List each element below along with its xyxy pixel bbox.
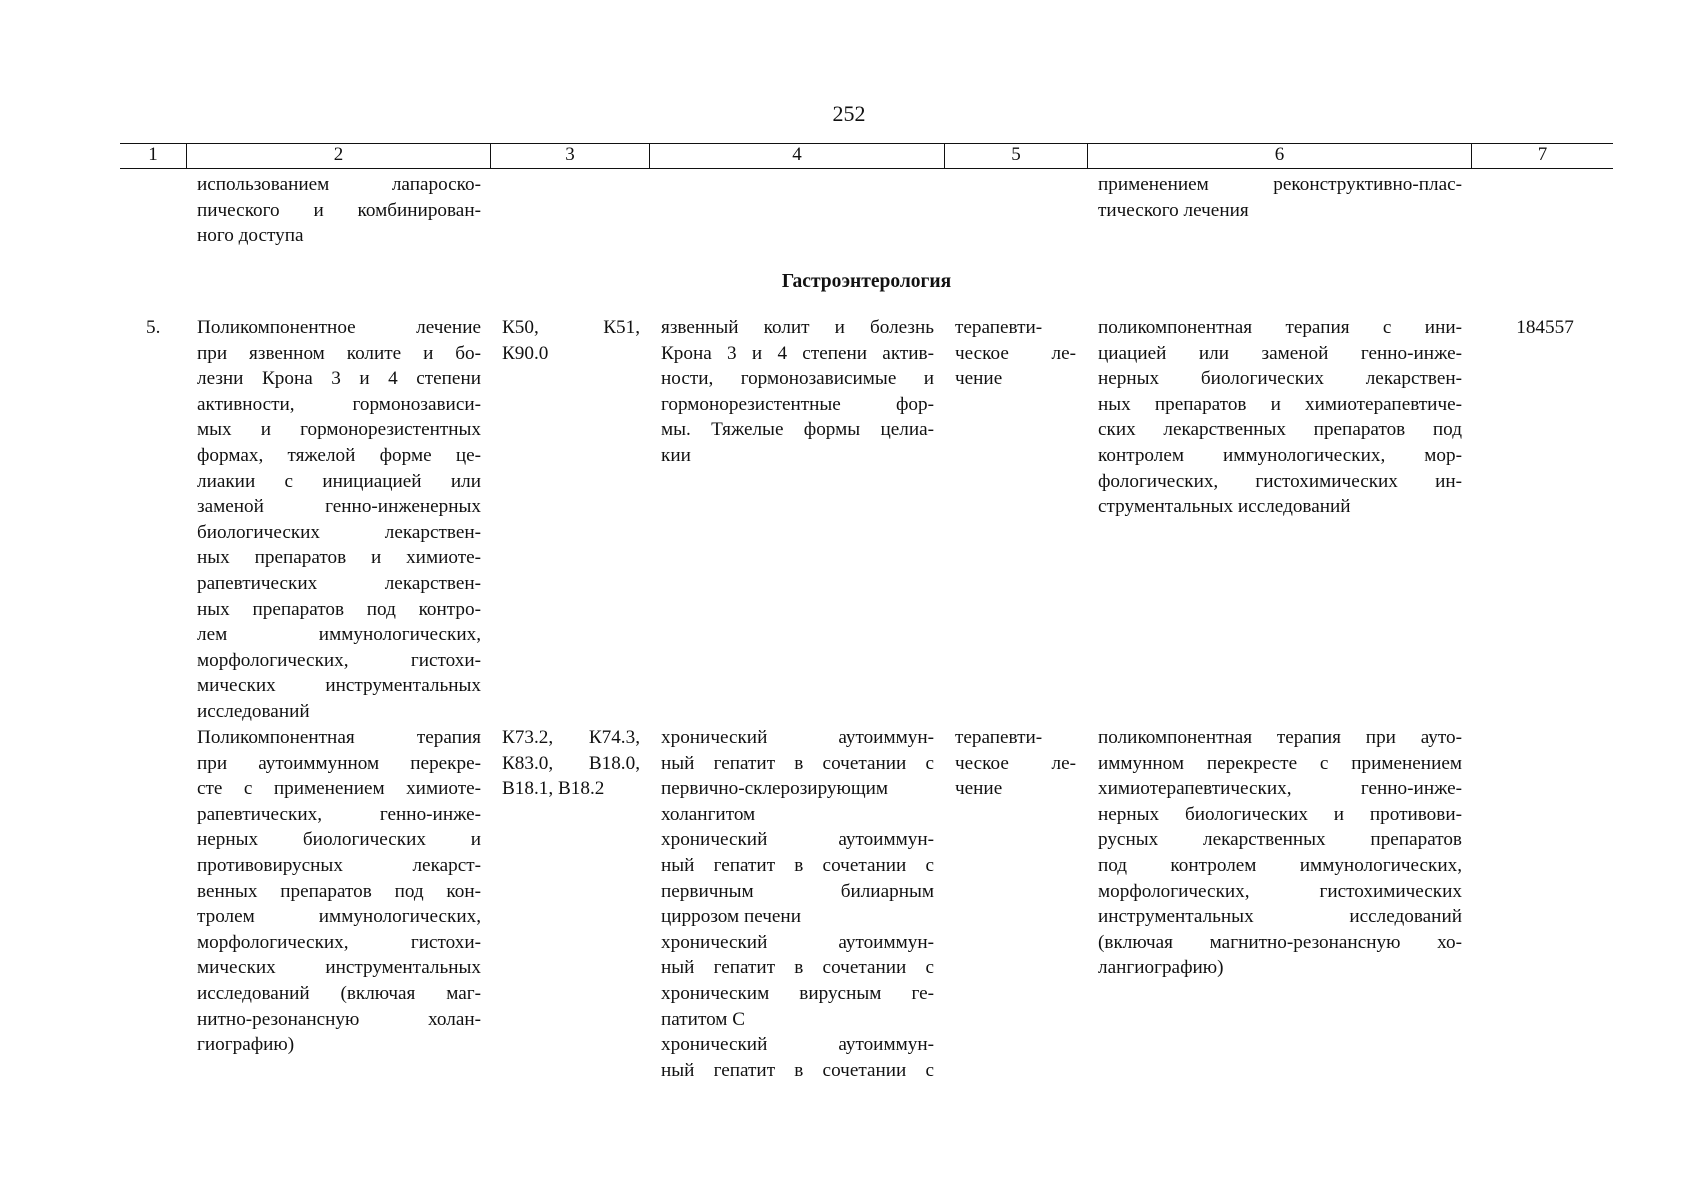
text-line: венных препаратов под кон- [197,880,481,902]
section-title: Гастроэнтерология [781,271,952,292]
text-line: Крона 3 и 4 степени актив- [661,342,934,364]
text-line: ских лекарственных препаратов под [1098,419,1462,441]
column-header-7: 7 [1537,144,1548,165]
text-line: под контролем иммунологических, [1098,854,1462,876]
text-line: заменой генно-инженерных [197,496,481,518]
text-line: хронический аутоиммун- [661,727,934,748]
text-line: сте с применением химиоте- [197,778,481,800]
text-line: нитно-резонансную холан- [197,1008,481,1030]
text-line: ный гепатит в сочетании с [661,854,934,876]
row-5-cost: 184557 [1516,317,1574,338]
text-line: гиографию) [197,1034,295,1056]
column-header-6: 6 [1088,144,1472,168]
text-line: ных препаратов и химиоте- [197,547,481,569]
text-line: при язвенном колите и бо- [197,342,481,364]
text-line: лезни Крона 3 и 4 степени [197,368,481,390]
text-line: ный гепатит в сочетании с [661,752,934,774]
text-line: хронический аутоиммун- [661,931,934,953]
text-line: К90.0 [502,342,549,364]
text-line: исследований (включая маг- [197,982,481,1004]
column-header-3: 3 [491,144,650,168]
text-line: К83.0, В18.0, [502,752,640,774]
text-line: К73.2, К74.3, [502,727,640,748]
text-line: язвенный колит и болезнь [661,317,934,338]
text-line: ный гепатит в сочетании с [661,957,934,979]
text-line: использованием лапароско- [197,174,481,195]
text-line: Поликомпонентное лечение [197,317,481,338]
text-line: хронический аутоиммун- [661,829,934,851]
continuation-col6 [1098,172,1462,223]
row-5b-method [197,725,481,1058]
text-line: пического и комбинирован- [197,199,481,221]
text-line: циррозом печени [661,906,801,928]
text-line: рапевтических лекарствен- [197,572,481,594]
text-line: исследований [197,700,310,722]
text-line: ных препаратов и химиотерапевтиче- [1098,393,1462,415]
text-line: инструментальных исследований [1098,906,1462,928]
text-line: нерных биологических лекарствен- [1098,368,1462,390]
text-line: струментальных исследований [1098,496,1351,518]
text-line: холангитом [661,803,756,825]
text-line: противовирусных лекарст- [197,854,481,876]
text-line: лем иммунологических, [197,624,481,646]
text-line: ности, гормонозависимые и [661,368,934,390]
text-line: биологических лекарствен- [197,521,481,543]
text-line: чение [955,368,1003,390]
text-line: ческое ле- [955,342,1076,364]
text-line: первично-склерозирующим [661,778,889,800]
text-line: рапевтических, генно-инже- [197,803,481,825]
row-number: 5. [146,317,161,338]
text-line: гормонорезистентные фор- [661,393,934,415]
text-line: активности, гормонозависи- [197,393,481,415]
text-line: терапевти- [955,317,1043,338]
text-line: ческое ле- [955,752,1076,774]
continuation-col2 [197,172,481,249]
text-line: морфологических, гистохи- [197,649,481,671]
text-line: мических инструментальных [197,957,481,979]
row-5b-treatment-type [955,725,1076,802]
text-line: тического лечения [1098,199,1249,221]
text-line: кии [661,444,691,466]
text-line: мых и гормонорезистентных [197,419,481,441]
text-line: хроническим вирусным ге- [661,982,934,1004]
text-line: В18.1, В18.2 [502,778,605,800]
text-line: лиакии с инициацией или [197,470,481,492]
column-header-2: 2 [187,144,491,168]
text-line: контролем иммунологических, мор- [1098,444,1462,466]
page-number: 252 [832,101,866,126]
row-5-treatment-method [1098,315,1462,520]
text-line: Поликомпонентная терапия [197,727,481,748]
column-header-5: 5 [945,144,1088,168]
text-line: русных лекарственных препаратов [1098,829,1462,851]
column-header-1: 1 [120,144,187,168]
row-5b-diagnosis [661,725,934,1083]
row-5-treatment-type [955,315,1076,392]
text-line: (включая магнитно-резонансную хо- [1098,931,1462,953]
text-line: патитом С [661,1008,746,1030]
text-line: ный гепатит в сочетании с [661,1059,934,1081]
row-5-method [197,315,481,725]
row-5b-treatment-method [1098,725,1462,981]
text-line: фологических, гистохимических ин- [1098,470,1462,492]
text-line: К50, К51, [502,317,640,338]
text-line: хронический аутоиммун- [661,1034,934,1056]
text-line: формах, тяжелой форме це- [197,444,481,466]
row-5-diagnosis [661,315,934,469]
text-line: циацией или заменой генно-инже- [1098,342,1462,364]
text-line: применением реконструктивно-плас- [1098,174,1462,195]
row-5-codes [502,315,640,366]
text-line: нерных биологических и [197,829,481,851]
column-header-4: 4 [650,144,945,168]
text-line: поликомпонентная терапия при ауто- [1098,727,1462,748]
text-line: первичным билиарным [661,880,934,902]
text-line: нерных биологических и противови- [1098,803,1462,825]
text-line: терапевти- [955,727,1043,748]
text-line: химиотерапевтических, генно-инже- [1098,778,1462,800]
text-line: иммунном перекресте с применением [1098,752,1462,774]
text-line: морфологических, гистохи- [197,931,481,953]
text-line: ных препаратов под контро- [197,598,481,620]
text-line: морфологических, гистохимических [1098,880,1462,902]
text-line: ного доступа [197,225,304,247]
text-line: тролем иммунологических, [197,906,481,928]
text-line: мы. Тяжелые формы целиа- [661,419,934,441]
text-line: лангиографию) [1098,957,1224,979]
text-line: мических инструментальных [197,675,481,697]
text-line: поликомпонентная терапия с ини- [1098,317,1462,338]
row-5b-codes [502,725,640,802]
text-line: при аутоиммунном перекре- [197,752,481,774]
table-header [120,143,1613,169]
text-line: чение [955,778,1003,800]
